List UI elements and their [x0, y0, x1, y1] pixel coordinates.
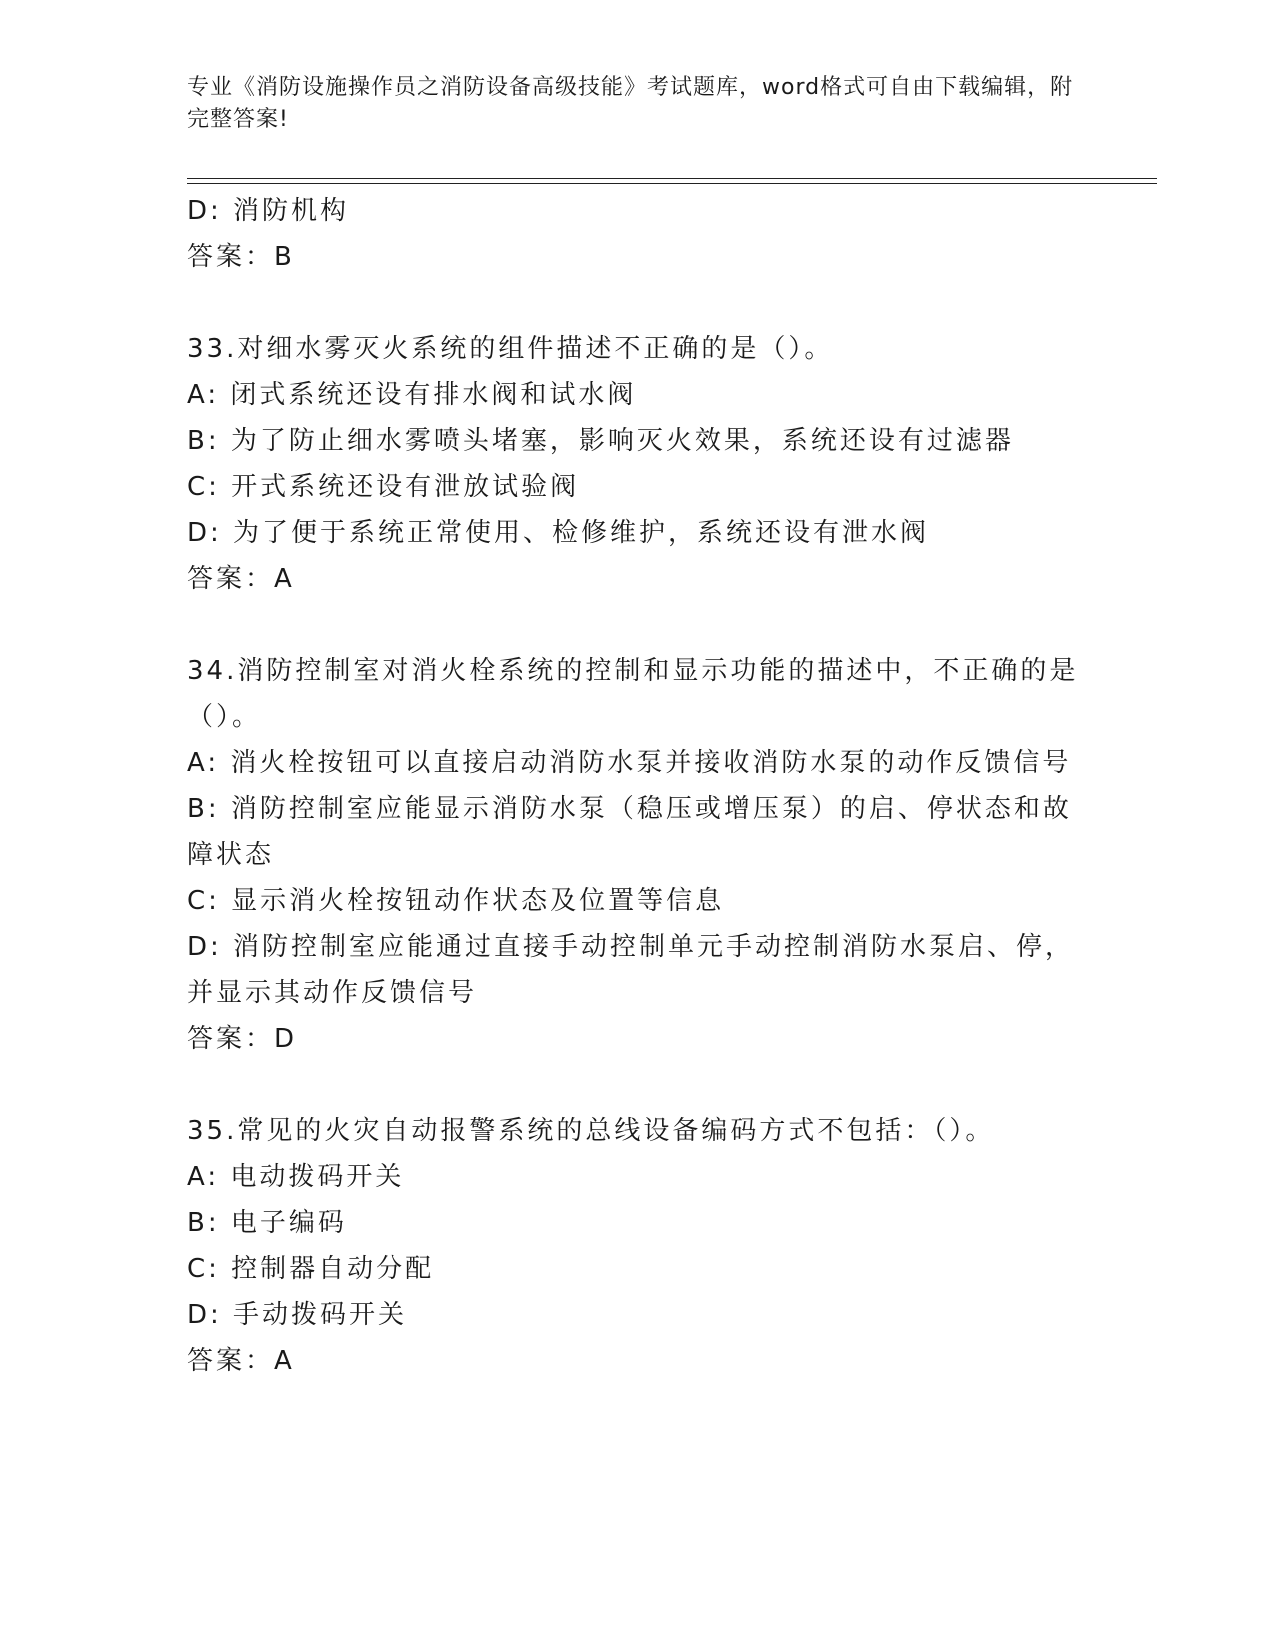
page-header — [187, 72, 1087, 136]
option-c: C: 显示消火栓按钮动作状态及位置等信息 — [187, 886, 725, 916]
answer-line: 答案：A — [187, 564, 295, 594]
header-divider-top — [187, 178, 1157, 179]
option-d: D: 手动拨码开关 — [187, 1300, 408, 1330]
spacer — [187, 1062, 1087, 1108]
spacer — [187, 280, 1087, 326]
option-d: D: 消防机构 — [187, 196, 350, 226]
option-b: B: 消防控制室应能显示消防水泵（稳压或增压泵）的启、停状态和故障状态 — [187, 794, 1072, 870]
option-c: C: 开式系统还设有泄放试验阀 — [187, 472, 580, 502]
question-block — [187, 648, 1087, 1062]
option-a: A: 消火栓按钮可以直接启动消防水泵并接收消防水泵的动作反馈信号 — [187, 748, 1072, 778]
option-a: A: 闭式系统还设有排水阀和试水阀 — [187, 380, 637, 410]
option-b: B: 电子编码 — [187, 1208, 347, 1238]
option-d: D: 消防控制室应能通过直接手动控制单元手动控制消防水泵启、停，并显示其动作反馈信号 — [187, 932, 1075, 1008]
option-d: D: 为了便于系统正常使用、检修维护，系统还设有泄水阀 — [187, 518, 930, 548]
option-a: A: 电动拨码开关 — [187, 1162, 405, 1192]
answer-line: 答案：D — [187, 1024, 298, 1054]
header-divider-bottom — [187, 183, 1157, 184]
question-block — [187, 326, 1087, 602]
option-c: C: 控制器自动分配 — [187, 1254, 435, 1284]
question-list — [187, 188, 1087, 1384]
question-stem: 35.常见的火灾自动报警系统的总线设备编码方式不包括：（）。 — [187, 1116, 995, 1146]
answer-line: 答案：B — [187, 242, 295, 272]
spacer — [187, 602, 1087, 648]
header-text: 专业《消防设施操作员之消防设备高级技能》考试题库，word格式可自由下载编辑，附完整答案! — [187, 75, 1074, 132]
question-block — [187, 1108, 1087, 1384]
option-b: B: 为了防止细水雾喷头堵塞，影响灭火效果，系统还设有过滤器 — [187, 426, 1014, 456]
question-stem: 33.对细水雾灭火系统的组件描述不正确的是（）。 — [187, 334, 834, 364]
answer-line: 答案：A — [187, 1346, 295, 1376]
question-stem: 34.消防控制室对消火栓系统的控制和显示功能的描述中，不正确的是（）。 — [187, 656, 1079, 732]
